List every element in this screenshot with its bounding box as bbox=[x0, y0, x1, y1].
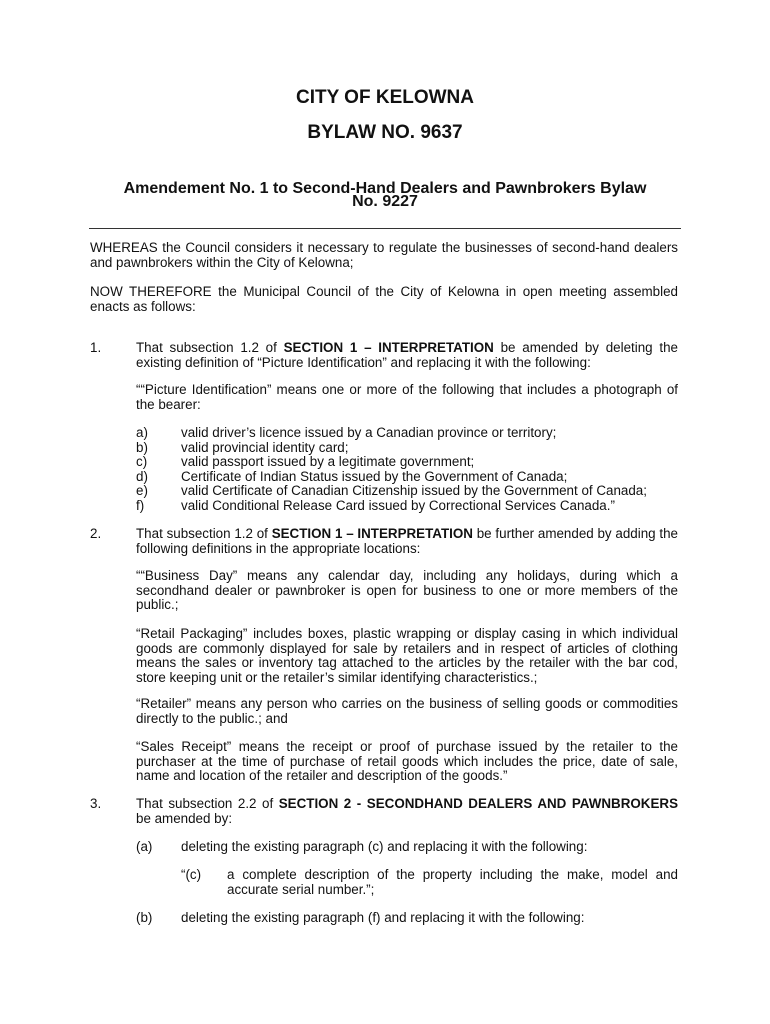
list-item: valid Certificate of Canadian Citizenship issued by the Government of Canada; bbox=[181, 483, 647, 499]
section-2-number: 2. bbox=[90, 526, 102, 541]
id-list-items bbox=[181, 426, 647, 514]
list-item: valid Conditional Release Card issued by Correctional Services Canada.” bbox=[181, 497, 615, 513]
section-2-text bbox=[136, 527, 678, 556]
bylaw-subtitle-line2: No. 9227 bbox=[352, 193, 418, 210]
list-item-letter: b) bbox=[136, 439, 148, 455]
list-item: valid passport issued by a legitimate government; bbox=[181, 454, 475, 470]
section-3-text-pre: That subsection 2.2 of bbox=[136, 796, 279, 811]
section-2-heading-ref: SECTION 1 – INTERPRETATION bbox=[271, 526, 473, 541]
item-a-sub-text: a complete description of the property including the make, model and accurate serial number.”; bbox=[227, 867, 678, 897]
section-2-text-post: be further amended by adding the following definitions in the appropriate locations: bbox=[136, 526, 678, 556]
item-b-text: deleting the existing paragraph (f) and replacing it with the following: bbox=[181, 910, 585, 925]
list-item-letter: a) bbox=[136, 425, 148, 440]
section-1-heading-ref: SECTION 1 – INTERPRETATION bbox=[283, 340, 494, 355]
city-title: CITY OF KELOWNA bbox=[295, 87, 475, 108]
section-1-number: 1. bbox=[90, 340, 102, 355]
section-1-text bbox=[136, 341, 678, 370]
bylaw-number: BYLAW NO. 9637 bbox=[307, 122, 463, 143]
section-2-text-pre: That subsection 1.2 of bbox=[136, 526, 272, 541]
item-a-label: (a) bbox=[136, 839, 153, 854]
list-item-letter: d) bbox=[136, 468, 148, 484]
now-therefore-paragraph: NOW THEREFORE the Municipal Council of the City of Kelowna in open meeting assembled enacts as follows: bbox=[90, 284, 678, 314]
list-item-letter: c) bbox=[136, 454, 148, 470]
list-item-letter: f) bbox=[136, 497, 145, 513]
list-item: Certificate of Indian Status issued by the Government of Canada; bbox=[181, 468, 568, 484]
item-a-sub-label: “(c) bbox=[181, 867, 202, 882]
bylaw-subtitle-line1: Amendement No. 1 to Second-Hand Dealers and Pawnbrokers Bylaw bbox=[123, 180, 647, 197]
list-item-letter: e) bbox=[136, 483, 148, 499]
item-a-text: deleting the existing paragraph (c) and replacing it with the following: bbox=[181, 839, 588, 854]
sales-receipt-definition: “Sales Receipt” means the receipt or proof of purchase issued by the retailer to the purchaser at the time of purchase of retail goods which includes the price, date of sale, name and location of the retailer and description of the goods.” bbox=[136, 739, 678, 784]
list-item: valid driver’s licence issued by a Canadian province or territory; bbox=[181, 425, 557, 440]
retailer-definition: “Retailer” means any person who carries on the business of selling goods or commodities directly to the public.; and bbox=[136, 696, 678, 726]
id-list-letters bbox=[136, 426, 148, 514]
item-b-label: (b) bbox=[136, 910, 153, 925]
section-3-number: 3. bbox=[90, 796, 102, 811]
picture-identification-definition: ““Picture Identification” means one or more of the following that includes a photograph of the bearer: bbox=[136, 382, 678, 412]
business-day-definition: ““Business Day” means any calendar day, including any holidays, during which a secondhand dealer or pawnbroker is open for business to one or more members of the public.; bbox=[136, 568, 678, 613]
header-divider bbox=[89, 228, 681, 229]
retail-packaging-definition: “Retail Packaging” includes boxes, plastic wrapping or display casing in which individual goods are commonly displayed for sale by retailers and in respect of articles of clothing means the sales or inventory tag attached to the articles by the retailer with the bar cod, store keeping unit or the retailer’s similar identifying characteristics.; bbox=[136, 626, 678, 685]
list-item: valid provincial identity card; bbox=[181, 439, 349, 455]
section-1-text-post: be amended by deleting the existing definition of “Picture Identification” and replacing it with the following: bbox=[136, 340, 678, 370]
section-3-text bbox=[136, 797, 678, 826]
section-3-text-post: be amended by: bbox=[136, 810, 233, 826]
whereas-paragraph: WHEREAS the Council considers it necessary to regulate the businesses of second-hand dealers and pawnbrokers within the City of Kelowna; bbox=[90, 240, 678, 270]
section-1-text-pre: That subsection 1.2 of bbox=[136, 340, 284, 355]
section-3-heading-ref: SECTION 2 - SECONDHAND DEALERS AND PAWNBROKERS bbox=[278, 796, 678, 811]
